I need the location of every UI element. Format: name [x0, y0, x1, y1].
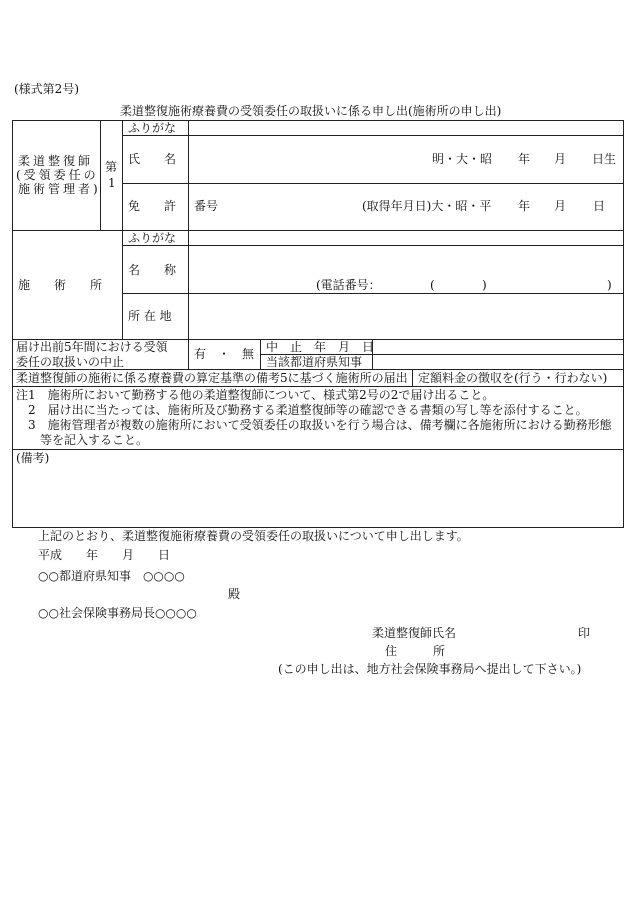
clinic-address-label: 所 在 地 — [128, 309, 172, 323]
suspension-label-1: 届け出前5年間における受領 — [16, 340, 168, 354]
suspension-label-2: 委任の取扱いの中止 — [16, 355, 125, 369]
fixed-fee-label: 柔道整復師の施術に係る療養費の算定基準の備考5に基づく施術所の届出 — [16, 371, 408, 385]
yes-no-choice[interactable]: 有 ・ 無 — [194, 347, 255, 361]
remarks-label: (備考) — [16, 451, 50, 465]
fixed-fee-value[interactable]: 定額料金の徴収を(行う・行わない) — [418, 371, 608, 385]
license-number-label: 番号 — [194, 199, 219, 213]
phone-label: (電話番号： — [316, 278, 381, 292]
clinic-name-label: 名 称 — [128, 263, 177, 277]
name-label: 氏 名 — [128, 152, 177, 166]
birth-era: 明・大・昭 — [432, 152, 493, 166]
practitioner-label-3: 施術管理者) — [18, 182, 101, 196]
license-date-label: (取得年月日)大・昭・平 — [362, 199, 492, 213]
honorific: 殿 — [228, 587, 241, 601]
note-2: 2 届け出に当たっては、施術所及び勤務する柔道整復師等の確認できる書類の写し等を添付すること。 — [16, 403, 588, 417]
practitioner-index-2: 1 — [108, 176, 116, 190]
phone-close: ) — [607, 278, 612, 292]
governor-label: 当該都道府県知事 — [266, 355, 363, 369]
birth-day: 日生 — [592, 152, 617, 166]
phone-paren-close: ) — [482, 278, 487, 292]
note-3: 3 施術管理者が複数の施術所において受領委任の取扱いを行う場合は、備考欄に各施術所における勤務形態 — [16, 418, 612, 432]
birth-year: 年 — [518, 152, 531, 166]
clinic-furigana-label: ふりがな — [128, 231, 177, 245]
date-line: 平成 年 月 日 — [38, 548, 171, 562]
license-year: 年 — [518, 199, 531, 213]
form-number: (様式第2号) — [14, 82, 79, 96]
suspension-date-label: 中 止 年 月 日 — [266, 340, 375, 354]
practitioner-name-label: 柔道整復師氏名 — [372, 626, 457, 640]
note-1: 注1 施術所において勤務する他の柔道整復師について、様式第2号の2で届け出ること。 — [16, 388, 495, 402]
address-label: 住 所 — [385, 644, 446, 658]
bureau-line: ○○社会保険事務局長○○○○ — [38, 606, 197, 620]
license-month: 月 — [554, 199, 567, 213]
governor-line: ○○都道府県知事 ○○○○ — [38, 569, 185, 583]
license-label: 免 許 — [128, 199, 177, 213]
practitioner-furigana-label: ふりがな — [128, 121, 177, 135]
license-day: 日 — [593, 199, 606, 213]
phone-paren-open: ( — [430, 278, 435, 292]
birth-month: 月 — [554, 152, 567, 166]
seal-mark: 印 — [578, 626, 591, 640]
clinic-label: 施 術 所 — [18, 278, 103, 292]
practitioner-label-1: 柔道整復師 — [18, 154, 94, 168]
practitioner-index-1: 第 — [105, 160, 118, 174]
note-3-cont: 等を記入すること。 — [16, 433, 149, 447]
statement: 上記のとおり、柔道整復施術療養費の受領委任の取扱いについて申し出します。 — [38, 529, 469, 543]
page-title: 柔道整復施術療養費の受領委任の取扱いに係る申し出(施術所の申し出) — [120, 104, 502, 118]
practitioner-label-2: (受領委任の — [16, 168, 99, 182]
submission-note: (この申し出は、地方社会保険事務局へ提出して下さい。) — [278, 662, 582, 676]
